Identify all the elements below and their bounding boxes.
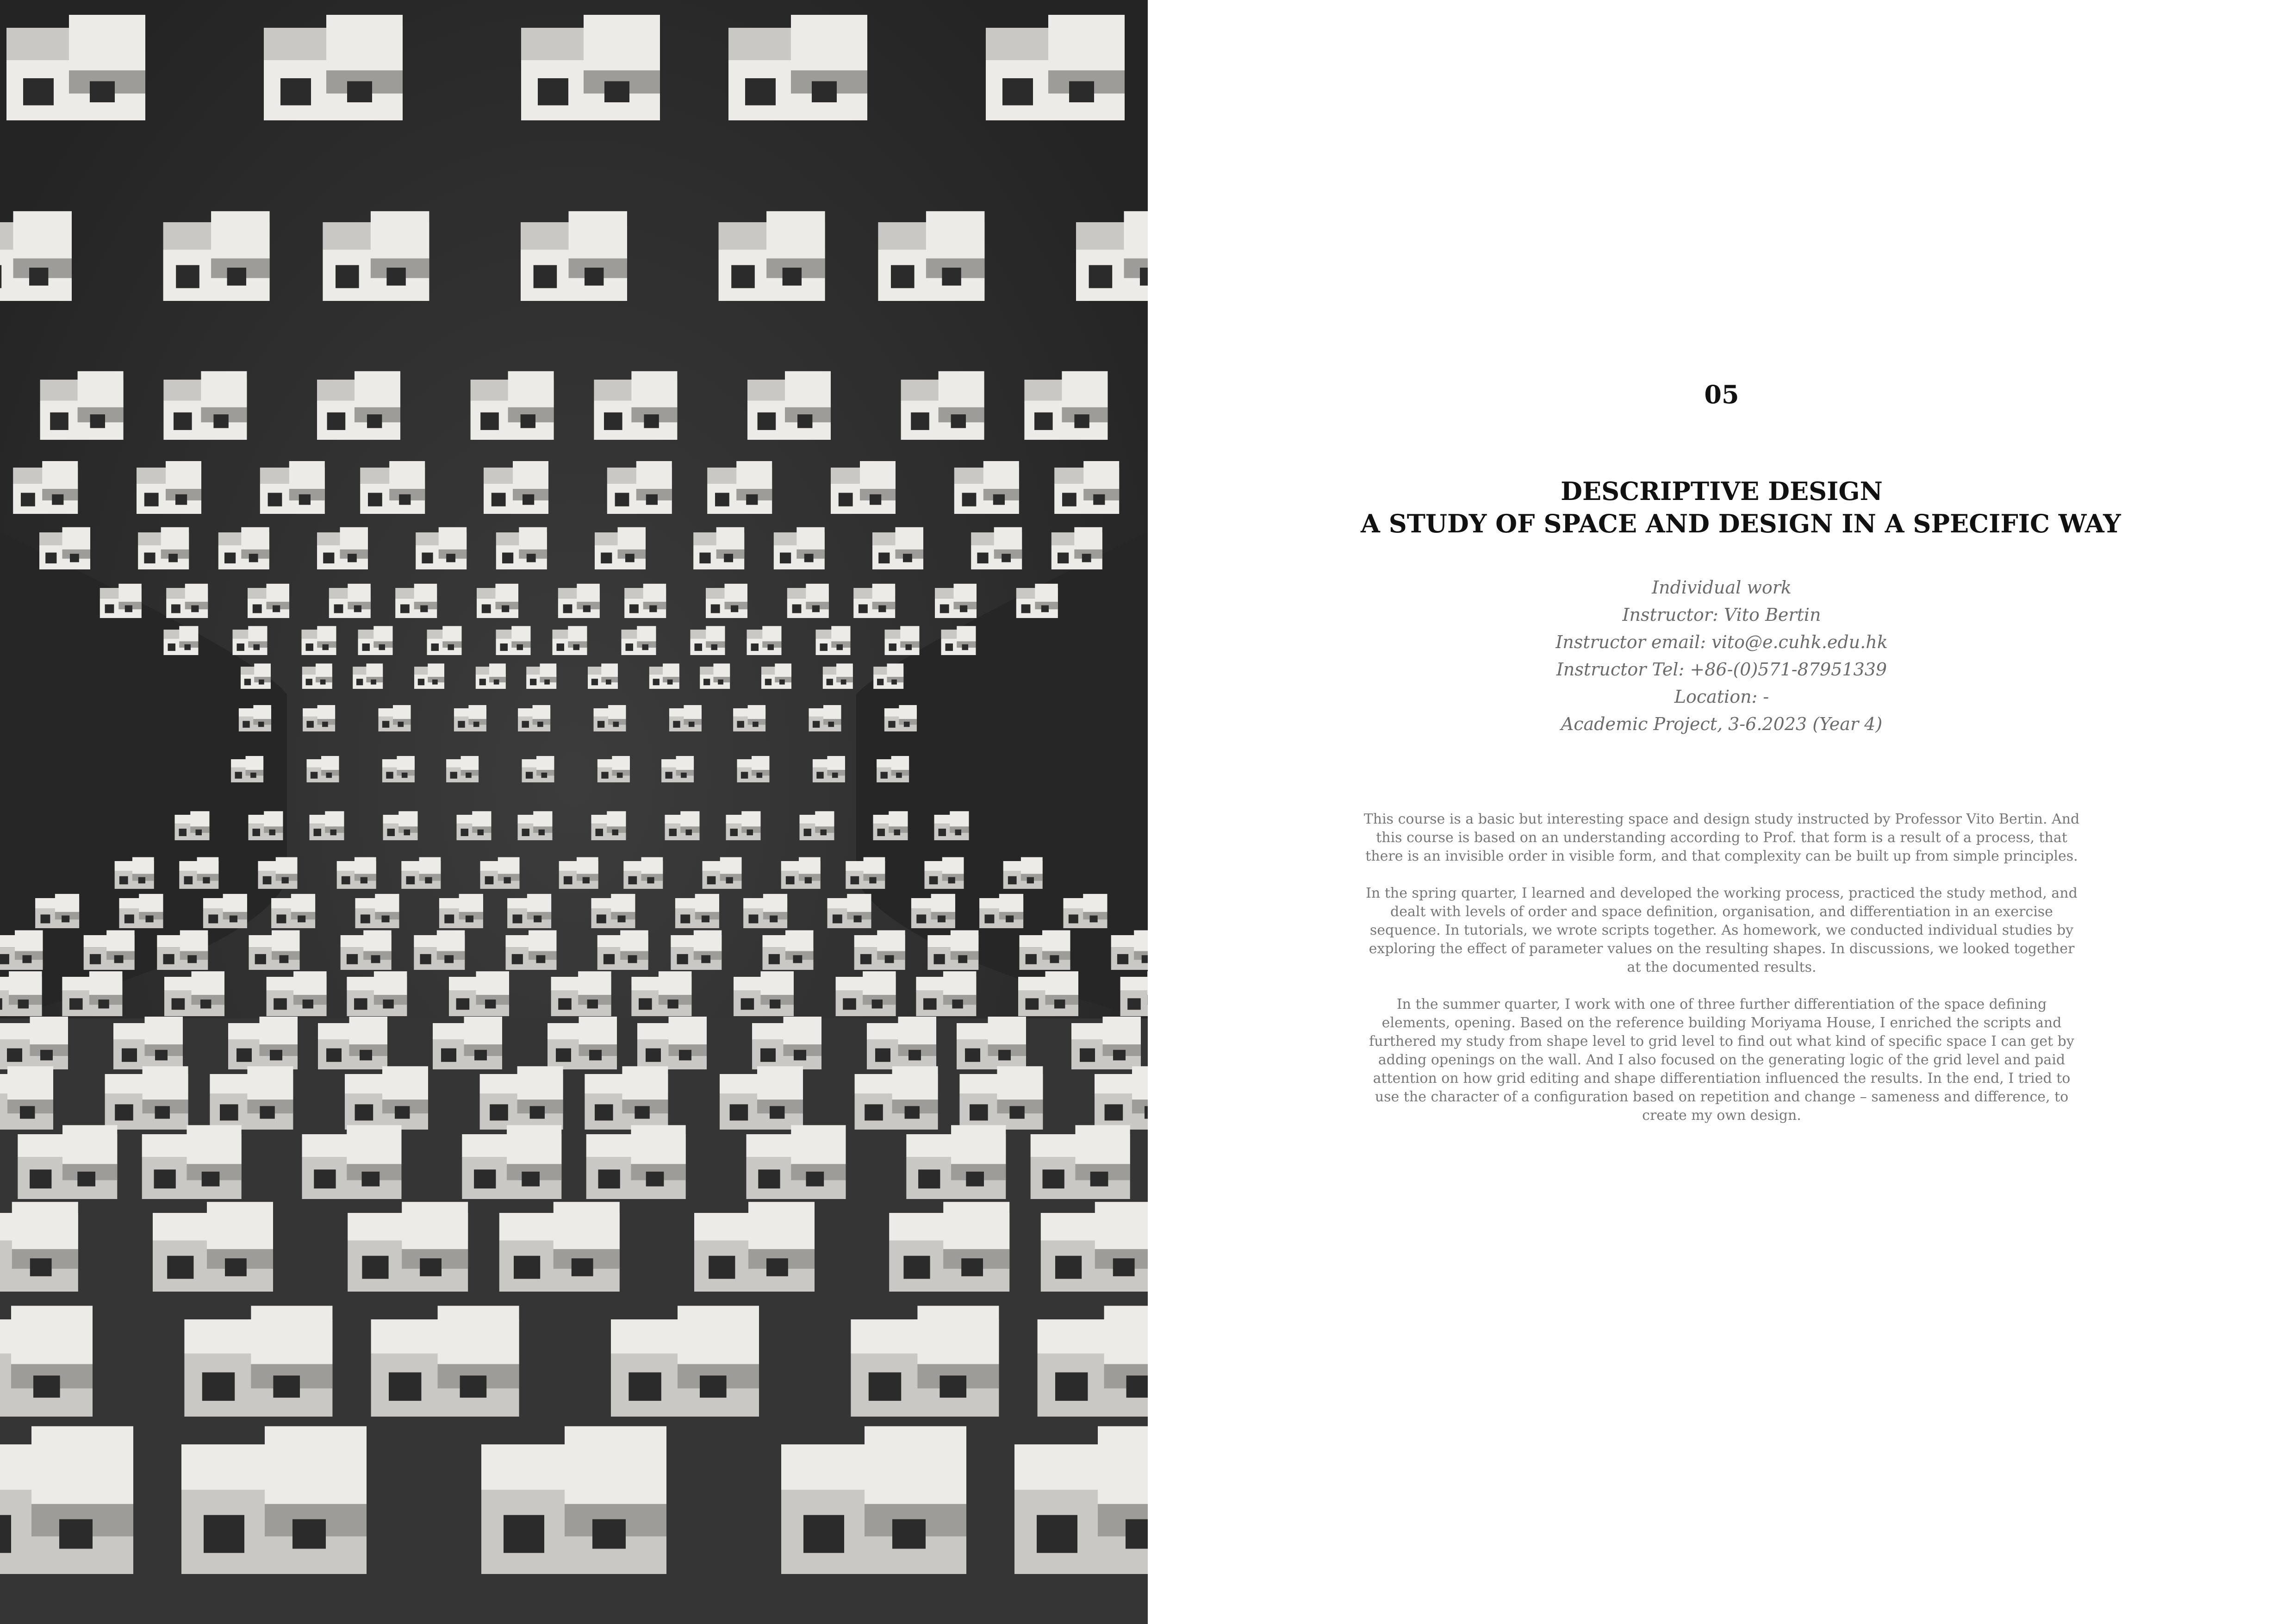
model-block (611, 1306, 759, 1417)
model-block (318, 1017, 387, 1069)
model-block (248, 584, 289, 618)
model-block (747, 371, 831, 440)
model-block (484, 461, 548, 514)
model-block (585, 1066, 668, 1130)
model-block (522, 756, 554, 782)
model-block (906, 1125, 1006, 1199)
model-block (706, 584, 747, 618)
meta-tel: Instructor Tel: +86-(0)571-87951339 (1556, 659, 1887, 680)
meta-work-type: Individual work (1652, 577, 1792, 598)
model-block (137, 461, 201, 514)
model-block (427, 626, 462, 655)
project-title-line1: DESCRIPTIVE DESIGN (1561, 476, 1883, 506)
model-block (1020, 931, 1070, 970)
model-block (854, 931, 905, 970)
model-block (1120, 971, 1148, 1016)
model-block (249, 811, 283, 840)
model-block (591, 894, 635, 928)
model-block (1052, 527, 1102, 569)
model-block (872, 527, 923, 569)
model-block (518, 811, 553, 840)
model-block (586, 1125, 686, 1199)
model-block (499, 1202, 620, 1292)
model-block (302, 1125, 402, 1199)
model-block (164, 626, 199, 655)
model-block (480, 1066, 563, 1130)
model-block (559, 857, 598, 889)
model-block (0, 1066, 53, 1130)
model-block (264, 15, 403, 120)
model-block (809, 705, 841, 731)
model-block (35, 894, 79, 928)
model-block (62, 971, 122, 1016)
model-block (787, 584, 829, 618)
model-block (1041, 1202, 1148, 1292)
model-block (885, 626, 920, 655)
model-block (1031, 1125, 1130, 1199)
model-block (700, 663, 730, 689)
model-block (774, 527, 825, 569)
model-block (481, 1426, 666, 1574)
model-block (1071, 1017, 1141, 1069)
model-block (823, 663, 853, 689)
model-block (553, 626, 587, 655)
model-block (877, 756, 909, 782)
model-block (496, 626, 531, 655)
description-paragraph-2: In the spring quarter, I learned and developed the working process, practiced the study method, and dealt with levels of order and space definition, organisation, and differentiation in an exercise sequence. In tutorials, we wrote scripts together. As homework, we conducted individual studies by exploring the effect of parameter values on the resulting shapes. In discussions, we looked together at the documented results. (1366, 885, 2078, 975)
model-block (873, 663, 903, 689)
project-title-line2: A STUDY OF SPACE AND DESIGN IN A SPECIFIC WAY (1361, 509, 2121, 538)
model-block (728, 15, 867, 120)
model-block (971, 527, 1022, 569)
model-block (358, 626, 393, 655)
project-number: 05 (1704, 380, 1739, 409)
model-block (623, 857, 663, 889)
model-block (1003, 857, 1043, 889)
model-block (1024, 371, 1108, 440)
model-block (884, 705, 917, 731)
model-block (115, 857, 154, 889)
model-block (302, 626, 336, 655)
model-block (241, 663, 271, 689)
model-block (675, 894, 719, 928)
model-block (747, 1125, 846, 1199)
model-block (506, 931, 557, 970)
model-block (138, 527, 189, 569)
model-block (846, 857, 885, 889)
model-block (597, 931, 648, 970)
model-block (734, 971, 794, 1016)
model-block (661, 756, 694, 782)
model-block (382, 756, 415, 782)
model-block (671, 931, 722, 970)
model-block (203, 894, 247, 928)
model-block (163, 371, 247, 440)
model-block (6, 15, 145, 120)
model-block (957, 1017, 1026, 1069)
model-block (781, 857, 821, 889)
model-block (548, 1017, 617, 1069)
model-block (323, 211, 429, 301)
model-block (0, 1017, 68, 1069)
model-block (1095, 1066, 1148, 1130)
model-block (911, 894, 955, 928)
model-block (40, 371, 124, 440)
model-block (341, 931, 392, 970)
project-title (1361, 475, 2121, 540)
model-block (558, 584, 600, 618)
model-block (551, 971, 611, 1016)
model-block (353, 663, 383, 689)
model-block (179, 857, 218, 889)
model-block (816, 626, 851, 655)
text-page (1148, 0, 2296, 1624)
model-block (901, 371, 984, 440)
model-block (84, 931, 135, 970)
model-block (395, 584, 437, 618)
model-block (175, 811, 210, 840)
model-block (239, 705, 271, 731)
model-block (853, 584, 895, 618)
model-block (0, 1306, 93, 1417)
model-block (878, 211, 984, 301)
model-block (521, 211, 627, 301)
meta-instructor: Instructor: Vito Bertin (1622, 605, 1821, 625)
model-block (317, 371, 400, 440)
project-meta (1361, 574, 2083, 738)
model-block (737, 756, 770, 782)
model-block (800, 811, 834, 840)
model-block (258, 857, 298, 889)
model-block (476, 663, 506, 689)
model-block (13, 461, 78, 514)
model-block (726, 811, 761, 840)
model-block (941, 626, 976, 655)
model-block (348, 1202, 468, 1292)
model-block (414, 931, 465, 970)
model-block (446, 756, 479, 782)
model-block (184, 1306, 332, 1417)
model-block (719, 211, 825, 301)
meta-email: Instructor email: vito@e.cuhk.edu.hk (1556, 632, 1888, 652)
model-block (691, 626, 725, 655)
model-block (781, 1426, 966, 1574)
meta-location: Location: - (1674, 687, 1769, 707)
model-block (39, 527, 90, 569)
model-block (935, 584, 977, 618)
model-block (218, 527, 269, 569)
model-block (851, 1306, 999, 1417)
model-block (105, 1066, 188, 1130)
model-block (18, 1125, 117, 1199)
model-block (763, 931, 814, 970)
model-block (637, 1017, 707, 1069)
model-block (496, 527, 547, 569)
model-block (267, 971, 327, 1016)
model-block (157, 931, 208, 970)
model-block (828, 894, 871, 928)
model-block (665, 811, 700, 840)
model-block (310, 811, 344, 840)
model-block (449, 971, 509, 1016)
model-block (345, 1066, 428, 1130)
model-block (594, 705, 626, 731)
project-description (1361, 810, 2083, 1143)
model-block (622, 626, 656, 655)
model-block (607, 461, 672, 514)
model-block (1111, 931, 1148, 970)
model-block (271, 894, 315, 928)
model-block (414, 663, 444, 689)
model-block (518, 705, 550, 731)
model-block (1018, 971, 1078, 1016)
model-block (526, 663, 556, 689)
model-block (720, 1066, 803, 1130)
model-block (594, 371, 677, 440)
model-block (624, 584, 666, 618)
model-block (979, 894, 1023, 928)
model-block (954, 461, 1019, 514)
model-block (181, 1426, 367, 1574)
model-block (416, 527, 467, 569)
model-block (228, 1017, 298, 1069)
model-block (113, 1017, 183, 1069)
model-block (347, 971, 407, 1016)
description-paragraph-3: In the summer quarter, I work with one of three further differentiation of the space defining elements, opening. Based on the reference building Moriyama House, I enriched the scripts and furthered my study from shape level to grid level to find out what kind of specific space I can get by adding openings on the wall. And I also focused on the generating logic of the grid level and paid attention on how grid editing and shape differentiation influenced the results. In the end, I tried to use the character of a configuration based on repetition and change – sameness and difference, to create my own design. (1369, 996, 2074, 1124)
model-block (166, 584, 208, 618)
model-block (693, 527, 744, 569)
model-block (401, 857, 441, 889)
model-block (873, 811, 908, 840)
model-block (383, 811, 418, 840)
model-block (0, 931, 43, 970)
model-block (379, 705, 411, 731)
model-block (249, 931, 300, 970)
model-block (752, 1017, 821, 1069)
model-block (163, 211, 270, 301)
model-block (307, 756, 339, 782)
model-block (927, 931, 978, 970)
model-block (303, 705, 335, 731)
model-block (1054, 461, 1119, 514)
model-block (462, 1125, 561, 1199)
model-block (836, 971, 896, 1016)
model-block (360, 461, 425, 514)
model-block (591, 811, 626, 840)
model-block (588, 663, 618, 689)
model-block (142, 1125, 242, 1199)
model-block (649, 663, 679, 689)
model-block (831, 461, 896, 514)
model-block (1014, 1426, 1148, 1574)
model-block (1064, 894, 1108, 928)
model-block (925, 857, 964, 889)
model-block (669, 705, 702, 731)
model-block (0, 971, 42, 1016)
model-block (329, 584, 371, 618)
model-block (1076, 211, 1148, 301)
model-block (747, 626, 782, 655)
model-block (210, 1066, 293, 1130)
model-block (153, 1202, 273, 1292)
model-block (867, 1017, 936, 1069)
model-block (959, 1066, 1043, 1130)
model-block (100, 584, 142, 618)
meta-academic: Academic Project, 3-6.2023 (Year 4) (1561, 714, 1883, 734)
model-block (433, 1017, 502, 1069)
model-block (233, 626, 268, 655)
description-paragraph-1: This course is a basic but interesting space and design study instructed by Professor Vito Bertin. And this course is based on an understanding according to Prof. that form is a result of a process, that there is an invisible order in visible form, and that complexity can be built up from simple principles. (1363, 811, 2080, 864)
model-block (355, 894, 399, 928)
model-block (164, 971, 224, 1016)
model-block (231, 756, 263, 782)
model-block (317, 527, 368, 569)
model-block (986, 15, 1125, 120)
model-block (631, 971, 691, 1016)
model-block (337, 857, 376, 889)
model-block (934, 811, 969, 840)
model-block (889, 1202, 1009, 1292)
model-block (707, 461, 772, 514)
model-block (1038, 1306, 1148, 1417)
model-block (302, 663, 332, 689)
model-block (916, 971, 976, 1016)
model-block (457, 811, 492, 840)
model-block (521, 15, 660, 120)
model-block (1016, 584, 1058, 618)
model-block (119, 894, 163, 928)
model-block (477, 584, 518, 618)
model-block (855, 1066, 938, 1130)
model-block (371, 1306, 519, 1417)
model-block (597, 756, 630, 782)
model-block (0, 1426, 133, 1574)
model-block (761, 663, 791, 689)
model-block (507, 894, 551, 928)
model-block (733, 705, 765, 731)
model-block (471, 371, 554, 440)
model-block (439, 894, 483, 928)
model-block (0, 1202, 78, 1292)
model-block (0, 211, 72, 301)
model-block (703, 857, 742, 889)
model-block (595, 527, 646, 569)
model-block (454, 705, 486, 731)
model-block (813, 756, 845, 782)
model-block (260, 461, 325, 514)
model-block (743, 894, 787, 928)
model-block (694, 1202, 815, 1292)
model-block (480, 857, 520, 889)
